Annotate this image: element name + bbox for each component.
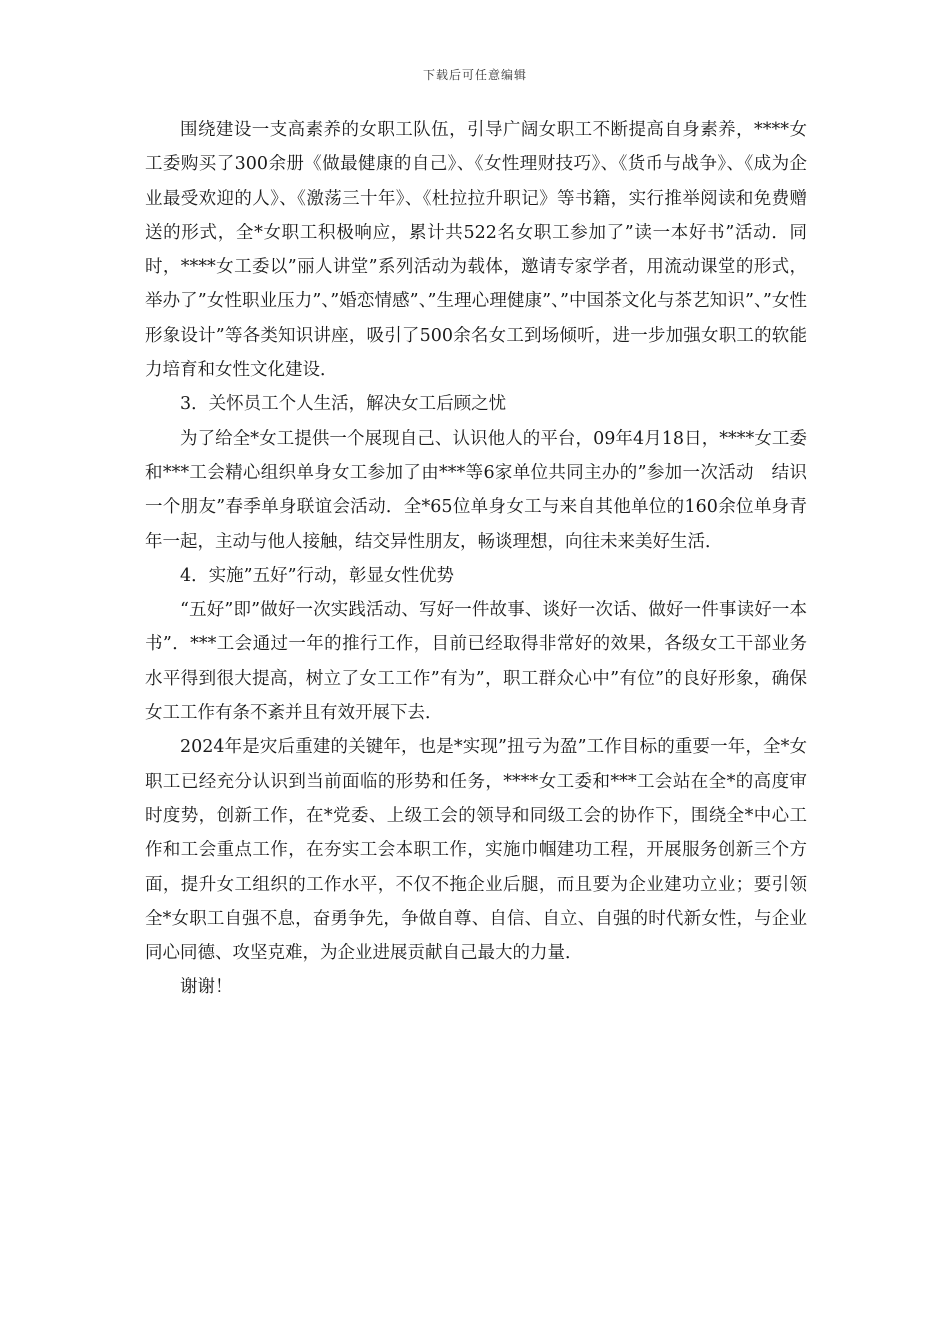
- section-heading-3: 3．关怀员工个人生活，解决女工后顾之忧: [180, 394, 507, 415]
- page-header: 下载后可任意编辑: [422, 68, 527, 82]
- paragraph-five-goods: “五好”即”做好一次实践活动、写好一件故事、谈好一次话、做好一件事读好一本书”．***工会通过一年的推行工作，目前已经取得非常好的效果，各级女工干部业务水平得到很大提高，树立了女工工作”有为”，职工群众心中”有位”的良好形象，确保女工工作有条不紊并且有效开展下去．: [145, 600, 807, 724]
- document-body: [145, 113, 807, 1005]
- paragraph-thanks: 谢谢！: [180, 977, 233, 998]
- paragraph-reading-activities: 围绕建设一支高素养的女职工队伍，引导广阔女职工不断提高自身素养，****女工委购买了300余册《做最健康的自己》、《女性理财技巧》、《货币与战争》、《成为企业最受欢迎的人》、《激荡三十年》、《杜拉拉升职记》等书籍，实行推举阅读和免费赠送的形式，全*女职工积极响应，累计共522名女职工参加了”读一本好书”活动．同时，****女工委以”丽人讲堂”系列活动为载体，邀请专家学者，用流动课堂的形式，举办了”女性职业压力”、”婚恋情感”、”生理心理健康”、”中国茶文化与茶艺知识”、”女性形象设计”等各类知识讲座，吸引了500余名女工到场倾听，进一步加强女职工的软能力培育和女性文化建设．: [145, 120, 807, 381]
- paragraph-2024-outlook: 2024年是灾后重建的关键年，也是*实现”扭亏为盈”工作目标的重要一年，全*女职工已经充分认识到当前面临的形势和任务，****女工委和***工会站在全*的高度审时度势，创新工作，在*党委、上级工会的领导和同级工会的协作下，围绕全*中心工作和工会重点工作，在夯实工会本职工作，实施巾帼建功工程，开展服务创新三个方面，提升女工组织的工作水平，不仅不拖企业后腿，而且要为企业建功立业；要引领全*女职工自强不息，奋勇争先，争做自尊、自信、自立、自强的时代新女性，与企业同心同德、攻坚克难，为企业进展贡献自己最大的力量．: [145, 737, 807, 964]
- paragraph-singles-event: 为了给全*女工提供一个展现自己、认识他人的平台，09年4月18日，****女工委和***工会精心组织单身女工参加了由***等6家单位共同主办的”参加一次活动 结识一个朋友”春季单身联谊会活动．全*65位单身女工与来自其他单位的160余位单身青年一起，主动与他人接触，结交异性朋友，畅谈理想，向往未来美好生活．: [145, 428, 807, 552]
- section-heading-4: 4．实施”五好”行动，彰显女性优势: [180, 565, 455, 586]
